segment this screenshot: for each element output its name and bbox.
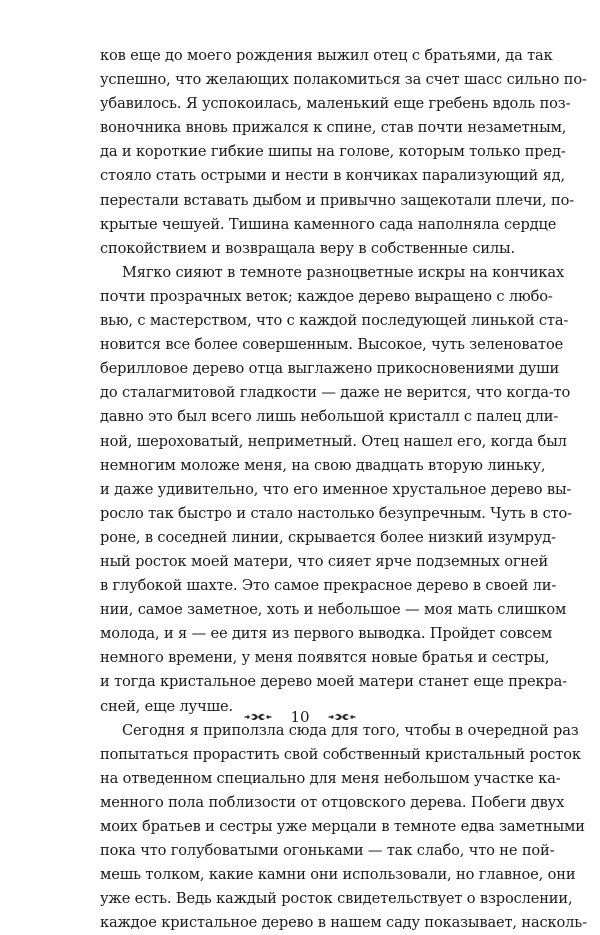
book-page-text <box>100 44 587 935</box>
text-line: убавилось. Я успокоилась, маленький еще гребень вдоль поз- <box>100 95 571 113</box>
text-line: нии, самое заметное, хоть и небольшое — моя мать слишком <box>100 601 567 619</box>
text-line: крытые чешуей. Тишина каменного сада наполняла сердце <box>100 215 557 233</box>
floral-ornament-icon <box>244 710 272 724</box>
text-line: Сегодня я приползла сюда для того, чтобы в очередной раз <box>122 721 579 739</box>
floral-ornament-icon <box>328 710 356 724</box>
text-line: менного пола поблизости от отцовского дерева. Побеги двух <box>100 793 565 811</box>
text-line: немногим моложе меня, на свою двадцать вторую линьку, <box>100 456 546 474</box>
text-line: почти прозрачных веток; каждое дерево выращено с любо- <box>100 287 553 305</box>
text-line: молода, и я — ее дитя из первого выводка. Пройдет совсем <box>100 625 553 643</box>
text-line: росло так быстро и стало настолько безупречным. Чуть в сто- <box>100 504 572 522</box>
text-line: немного времени, у меня появятся новые братья и сестры, <box>100 649 550 667</box>
text-line: мешь толком, какие камни они использовали, но главное, они <box>100 866 576 884</box>
text-line: стояло стать острыми и нести в кончиках парализующий яд, <box>100 167 565 185</box>
text-line: новится все более совершенным. Высокое, чуть зеленоватое <box>100 336 564 354</box>
text-line: ков еще до моего рождения выжил отец с братьями, да так <box>100 47 553 64</box>
text-line: вью, с мастерством, что с каждой последующей линькой ста- <box>100 312 569 330</box>
text-line: берилловое дерево отца выглажено прикосновениями души <box>100 360 560 378</box>
text-line: да и короткие гибкие шипы на голове, которым только пред- <box>100 143 566 161</box>
page-number: 10 <box>290 708 310 726</box>
text-line: каждое кристальное дерево в нашем саду показывает, насколь- <box>100 914 587 932</box>
text-line: моих братьев и сестры уже мерцали в темноте едва заметными <box>100 818 585 835</box>
text-line: роне, в соседней линии, скрывается более низкий изумруд- <box>100 528 556 546</box>
text-line: успешно, что желающих полакомиться за счет шасс сильно по- <box>100 71 587 89</box>
text-line: Мягко сияют в темноте разноцветные искры на кончиках <box>122 263 565 281</box>
text-line: спокойствием и возвращала веру в собственные силы. <box>100 239 515 257</box>
text-line: до сталагмитовой гладкости — даже не верится, что когда-то <box>100 384 571 402</box>
text-line: и даже удивительно, что его именное хрустальное дерево вы- <box>100 480 572 498</box>
text-line: пока что голубоватыми огоньками — так слабо, что не пой- <box>100 842 555 860</box>
paragraph <box>100 719 587 935</box>
text-line: на отведенном специально для меня небольшом участке ка- <box>100 769 561 787</box>
text-line: ной, шероховатый, неприметный. Отец нашел его, когда был <box>100 432 567 450</box>
text-line: попытаться прорастить свой собственный кристальный росток <box>100 745 581 763</box>
text-line: уже есть. Ведь каждый росток свидетельствует о взрослении, <box>100 890 573 908</box>
text-line: сней, еще лучше. <box>100 697 233 715</box>
text-line: воночника вновь прижался к спине, став почти незаметным, <box>100 119 567 137</box>
paragraph <box>100 44 587 261</box>
page-footer <box>0 702 600 732</box>
text-line: в глубокой шахте. Это самое прекрасное дерево в своей ли- <box>100 577 557 595</box>
paragraph <box>100 261 572 719</box>
text-line: давно это был всего лишь небольшой кристалл с палец дли- <box>100 408 559 426</box>
text-line: и тогда кристальное дерево моей матери станет еще прекра- <box>100 673 567 691</box>
text-line: ный росток моей матери, что сияет ярче подземных огней <box>100 552 549 570</box>
text-line: перестали вставать дыбом и привычно защекотали плечи, по- <box>100 191 574 209</box>
